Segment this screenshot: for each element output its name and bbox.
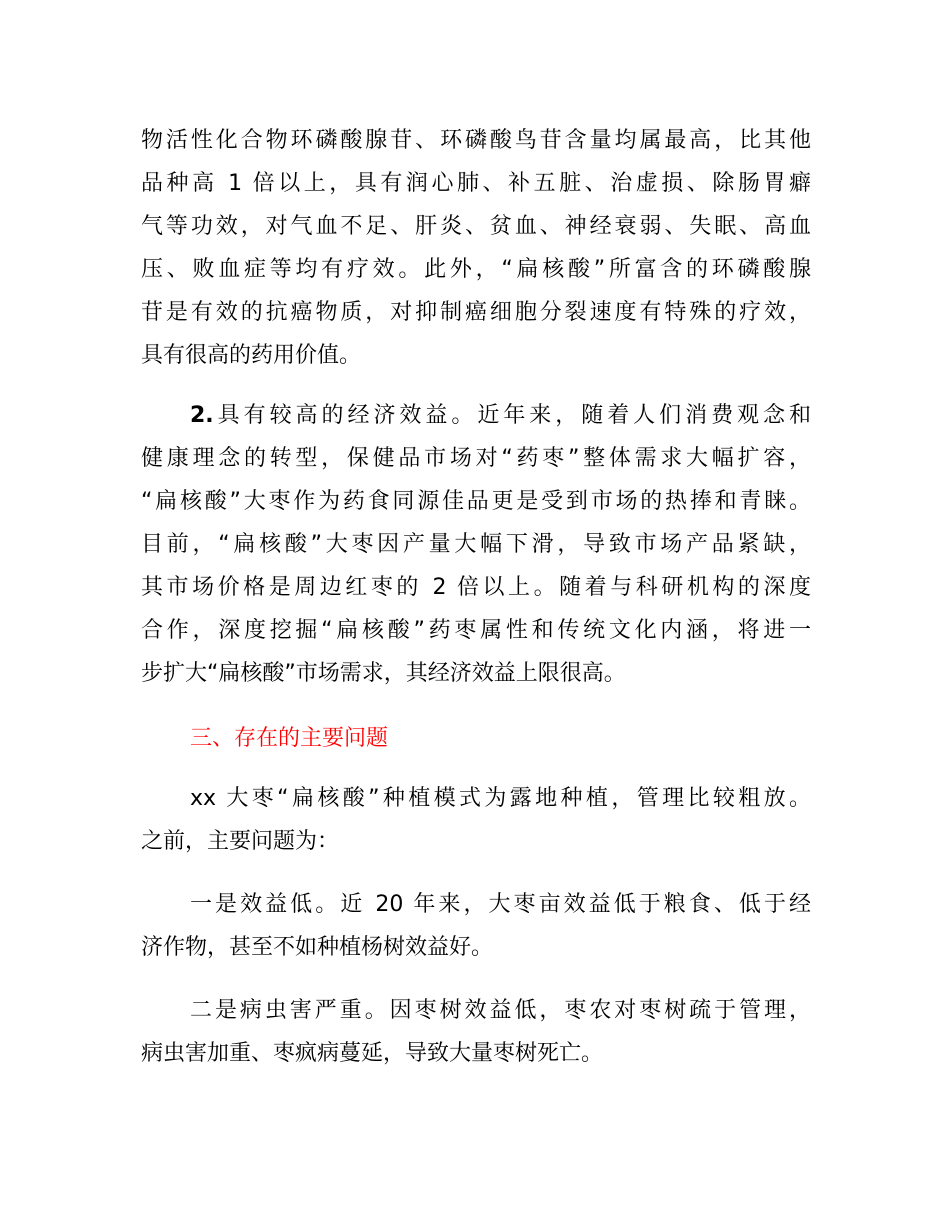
point-lead-text: 具有较高的经济效益。近年来，随着人们消费观念和 [213,403,811,428]
paragraph-line: 步扩大“扁核酸”市场需求，其经济效益上限很高。 [141,661,626,686]
paragraph-line: 合作，深度挖掘“扁核酸”药枣属性和传统文化内涵，将进一 [141,618,811,643]
paragraph-line: 病虫害加重、枣疯病蔓延，导致大量枣树死亡。 [141,1041,604,1066]
paragraph-line: 健康理念的转型，保健品市场对“药枣”整体需求大幅扩容， [141,446,811,471]
section-heading: 三、存在的主要问题 [190,726,389,751]
paragraph-line: 气等功效，对气血不足、肝炎、贫血、神经衰弱、失眠、高血 [141,214,811,239]
paragraph-line: 苷是有效的抗癌物质，对抑制癌细胞分裂速度有特殊的疗效， [141,300,811,325]
paragraph-line: 具有很高的药用价值。 [141,343,362,368]
paragraph-line: 济作物，甚至不如种植杨树效益好。 [141,935,494,960]
paragraph-first-line: xx 大枣“扁核酸”种植模式为露地种植，管理比较粗放。 [190,786,811,811]
paragraph-line: 之前，主要问题为： [141,829,340,854]
point-number: 2. [190,403,214,428]
paragraph-first-line: 一是效益低。近 20 年来，大枣亩效益低于粮食、低于经 [190,892,811,917]
paragraph-line: 物活性化合物环磷酸腺苷、环磷酸鸟苷含量均属最高，比其他 [141,128,811,153]
paragraph-line: 压、败血症等均有疗效。此外，“扁核酸”所富含的环磷酸腺 [141,257,811,282]
paragraph-line: 目前，“扁核酸”大枣因产量大幅下滑，导致市场产品紧缺， [141,532,811,557]
paragraph-line: 品种高 1 倍以上，具有润心肺、补五脏、治虚损、除肠胃癖 [141,171,811,196]
paragraph-first-line: 二是病虫害严重。因枣树效益低，枣农对枣树疏于管理， [190,998,811,1023]
paragraph-line: “扁核酸”大枣作为药食同源佳品更是受到市场的热捧和青睐。 [141,489,811,514]
paragraph-first-line [190,401,811,431]
paragraph-line: 其市场价格是周边红枣的 2 倍以上。随着与科研机构的深度 [141,575,811,600]
